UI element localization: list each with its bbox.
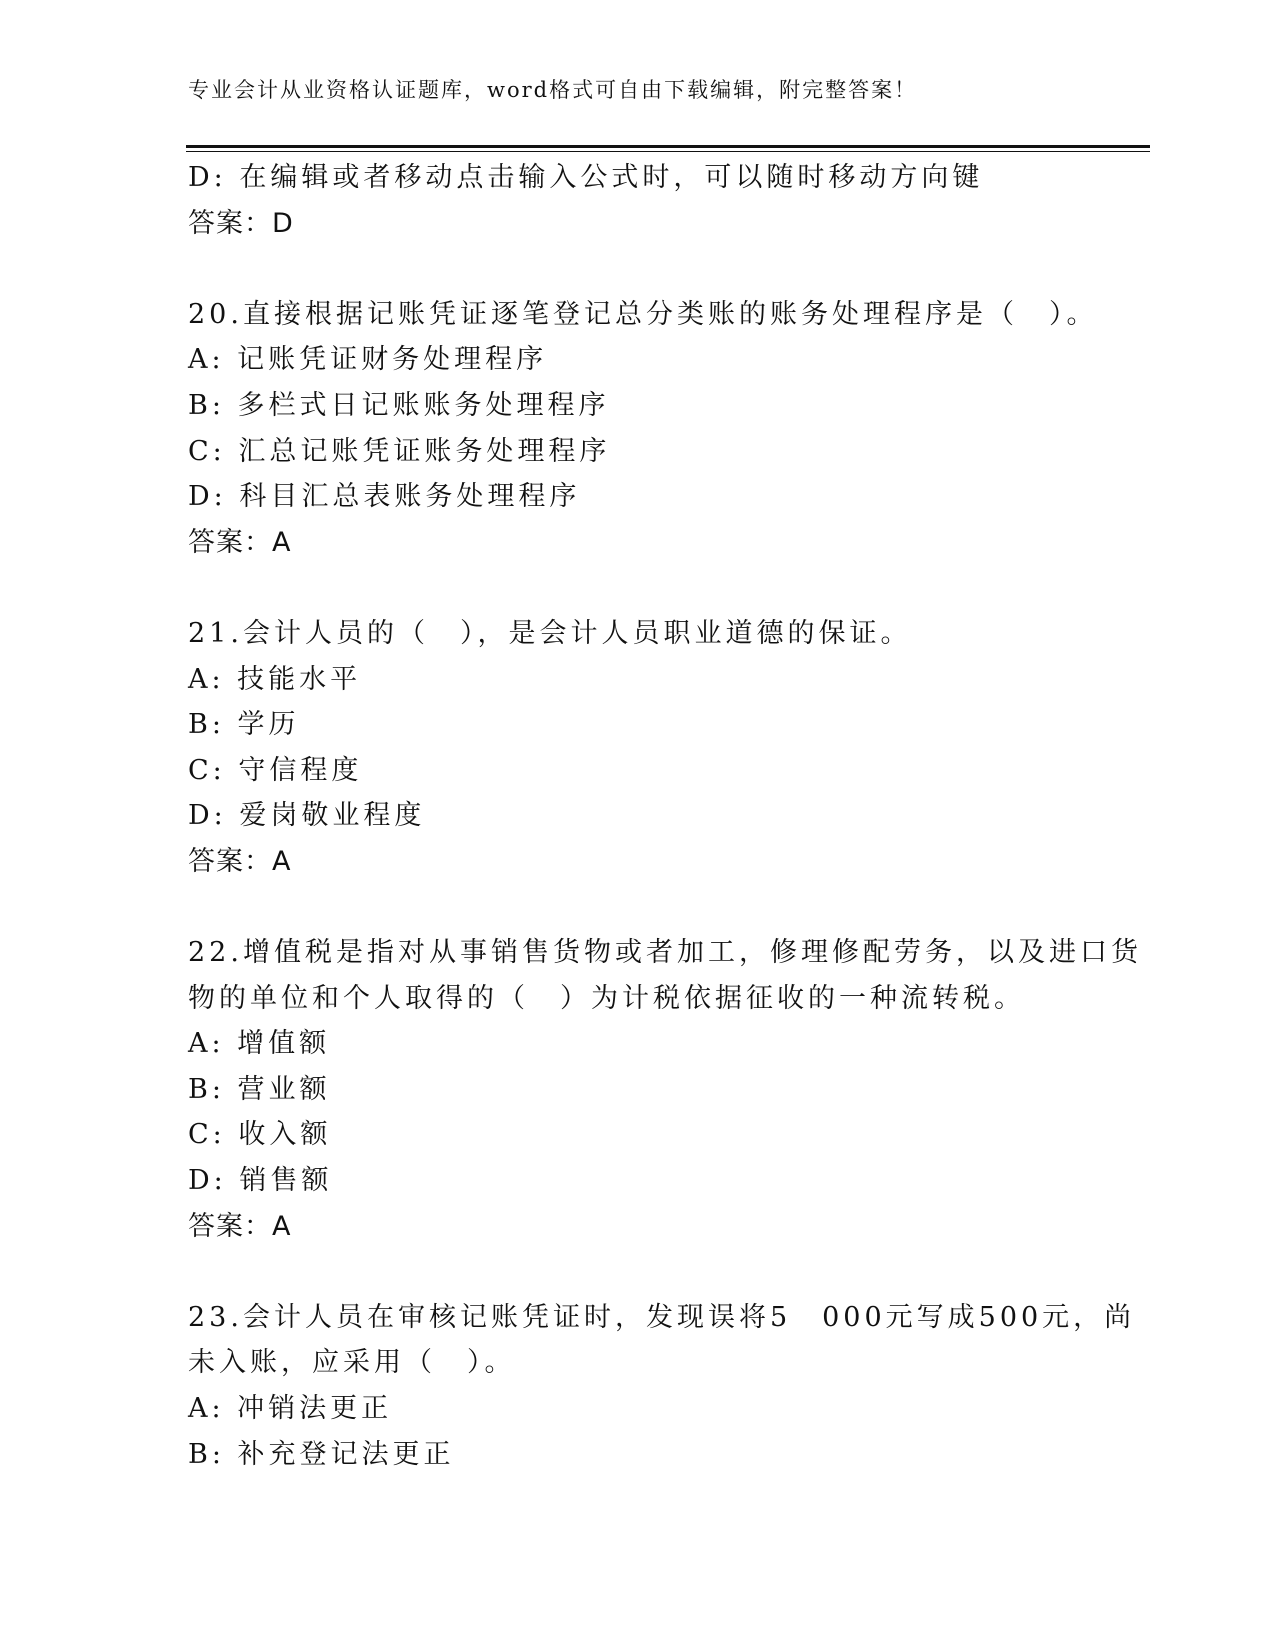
option-c: C: 收入额 bbox=[188, 1119, 332, 1151]
previous-question-tail bbox=[188, 155, 1068, 246]
option-a: A: 冲销法更正 bbox=[188, 1393, 393, 1425]
header-divider bbox=[186, 145, 1150, 152]
option-d: D: 爱岗敬业程度 bbox=[188, 800, 426, 832]
option-d: D: 在编辑或者移动点击输入公式时，可以随时移动方向键 bbox=[188, 162, 984, 193]
option-c: C: 汇总记账凭证账务处理程序 bbox=[188, 435, 611, 467]
option-a: A: 记账凭证财务处理程序 bbox=[188, 344, 548, 376]
question-stem-line-1: 22.增值税是指对从事销售货物或者加工，修理修配劳务，以及进口货 bbox=[188, 937, 1142, 969]
option-d: D: 科目汇总表账务处理程序 bbox=[188, 481, 581, 513]
answer-line: 答案：A bbox=[188, 526, 292, 558]
page-header: 专业会计从业资格认证题库，word格式可自由下载编辑，附完整答案！ bbox=[188, 78, 918, 102]
answer-line: 答案：D bbox=[188, 207, 294, 239]
answer-line: 答案：A bbox=[188, 1210, 292, 1242]
option-a: A: 技能水平 bbox=[188, 663, 362, 695]
option-a: A: 增值额 bbox=[188, 1028, 331, 1060]
question-stem-line-1: 23.会计人员在审核记账凭证时，发现误将5 000元写成500元，尚 bbox=[188, 1301, 1136, 1333]
option-b: B: 多栏式日记账账务处理程序 bbox=[188, 389, 610, 421]
question-22 bbox=[188, 930, 1142, 1249]
question-23 bbox=[188, 1295, 1136, 1477]
question-stem: 20.直接根据记账凭证逐笔登记总分类账的账务处理程序是（ ）。 bbox=[188, 298, 1098, 330]
spacer bbox=[188, 246, 1068, 292]
question-stem: 21.会计人员的（ ），是会计人员职业道德的保证。 bbox=[188, 617, 912, 649]
option-b: B: 营业额 bbox=[188, 1073, 331, 1105]
question-20 bbox=[188, 292, 1098, 566]
spacer bbox=[188, 1249, 1068, 1295]
spacer bbox=[188, 565, 1068, 611]
question-stem-line-2: 物的单位和个人取得的（ ）为计税依据征收的一种流转税。 bbox=[188, 982, 1025, 1014]
option-b: B: 学历 bbox=[188, 709, 300, 741]
question-list bbox=[188, 155, 1142, 1477]
question-21 bbox=[188, 611, 1068, 885]
option-c: C: 守信程度 bbox=[188, 754, 363, 786]
option-d: D: 销售额 bbox=[188, 1165, 333, 1197]
option-b: B: 补充登记法更正 bbox=[188, 1438, 455, 1470]
question-stem-line-2: 未入账，应采用（ ）。 bbox=[188, 1347, 516, 1379]
answer-line: 答案：A bbox=[188, 845, 292, 877]
spacer bbox=[188, 885, 1068, 931]
